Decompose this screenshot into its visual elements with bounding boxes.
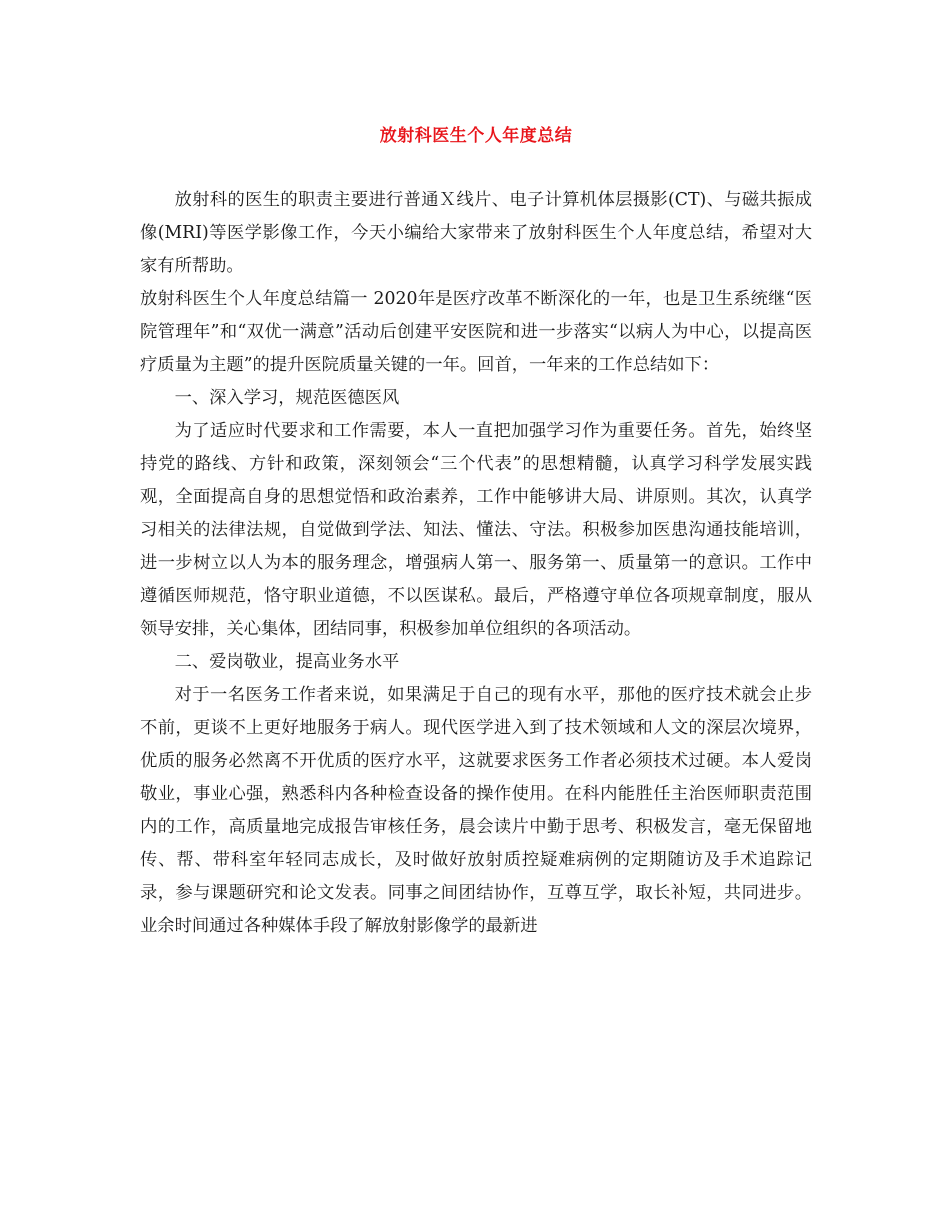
section-heading-1: 一、深入学习，规范医德医风 — [174, 388, 400, 408]
body-paragraph-1: 为了适应时代要求和工作需要，本人一直把加强学习作为重要任务。首先，始终坚持党的路线、方针和政策，深刻领会“三个代表”的思想精髓，认真学习科学发展实践观，全面提高自身的思想觉悟和政治素养，工作中能够讲大局、讲原则。其次，认真学习相关的法律法规，自觉做到学法、知法、懂法、守法。积极参加医患沟通技能培训，进一步树立以人为本的服务理念，增强病人第一、服务第一、质量第一的意识。工作中遵循医师规范，恪守职业道德，不以医谋私。最后，严格遵守单位各项规章制度，服从领导安排，关心集体，团结同事，积极参加单位组织的各项活动。 — [140, 421, 812, 639]
intro-paragraph: 放射科的医生的职责主要进行普通Ｘ线片、电子计算机体层摄影(CT)、与磁共振成像(MRI)等医学影像工作，今天小编给大家带来了放射科医生个人年度总结，希望对大家有所帮助。 — [140, 190, 812, 276]
section-heading-2: 二、爱岗敬业，提高业务水平 — [174, 652, 400, 672]
document-title: 放射科医生个人年度总结 — [379, 126, 573, 146]
section-lead-paragraph: 放射科医生个人年度总结篇一 2020年是医疗改革不断深化的一年，也是卫生系统继“医院管理年”和“双优一满意”活动后创建平安医院和进一步落实“以病人为中心，以提高医疗质量为主题”的提升医院质量关键的一年。回首，一年来的工作总结如下： — [140, 289, 812, 375]
document-page — [140, 118, 812, 943]
body-paragraph-2: 对于一名医务工作者来说，如果满足于自己的现有水平，那他的医疗技术就会止步不前，更谈不上更好地服务于病人。现代医学进入到了技术领域和人文的深层次境界，优质的服务必然离不开优质的医疗水平，这就要求医务工作者必须技术过硬。本人爱岗敬业，事业心强，熟悉科内各种检查设备的操作使用。在科内能胜任主治医师职责范围内的工作，高质量地完成报告审核任务，晨会读片中勤于思考、积极发言，毫无保留地传、帮、带科室年轻同志成长，及时做好放射质控疑难病例的定期随访及手术追踪记录，参与课题研究和论文发表。同事之间团结协作，互尊互学，取长补短，共同进步。业余时间通过各种媒体手段了解放射影像学的最新进 — [140, 685, 812, 936]
